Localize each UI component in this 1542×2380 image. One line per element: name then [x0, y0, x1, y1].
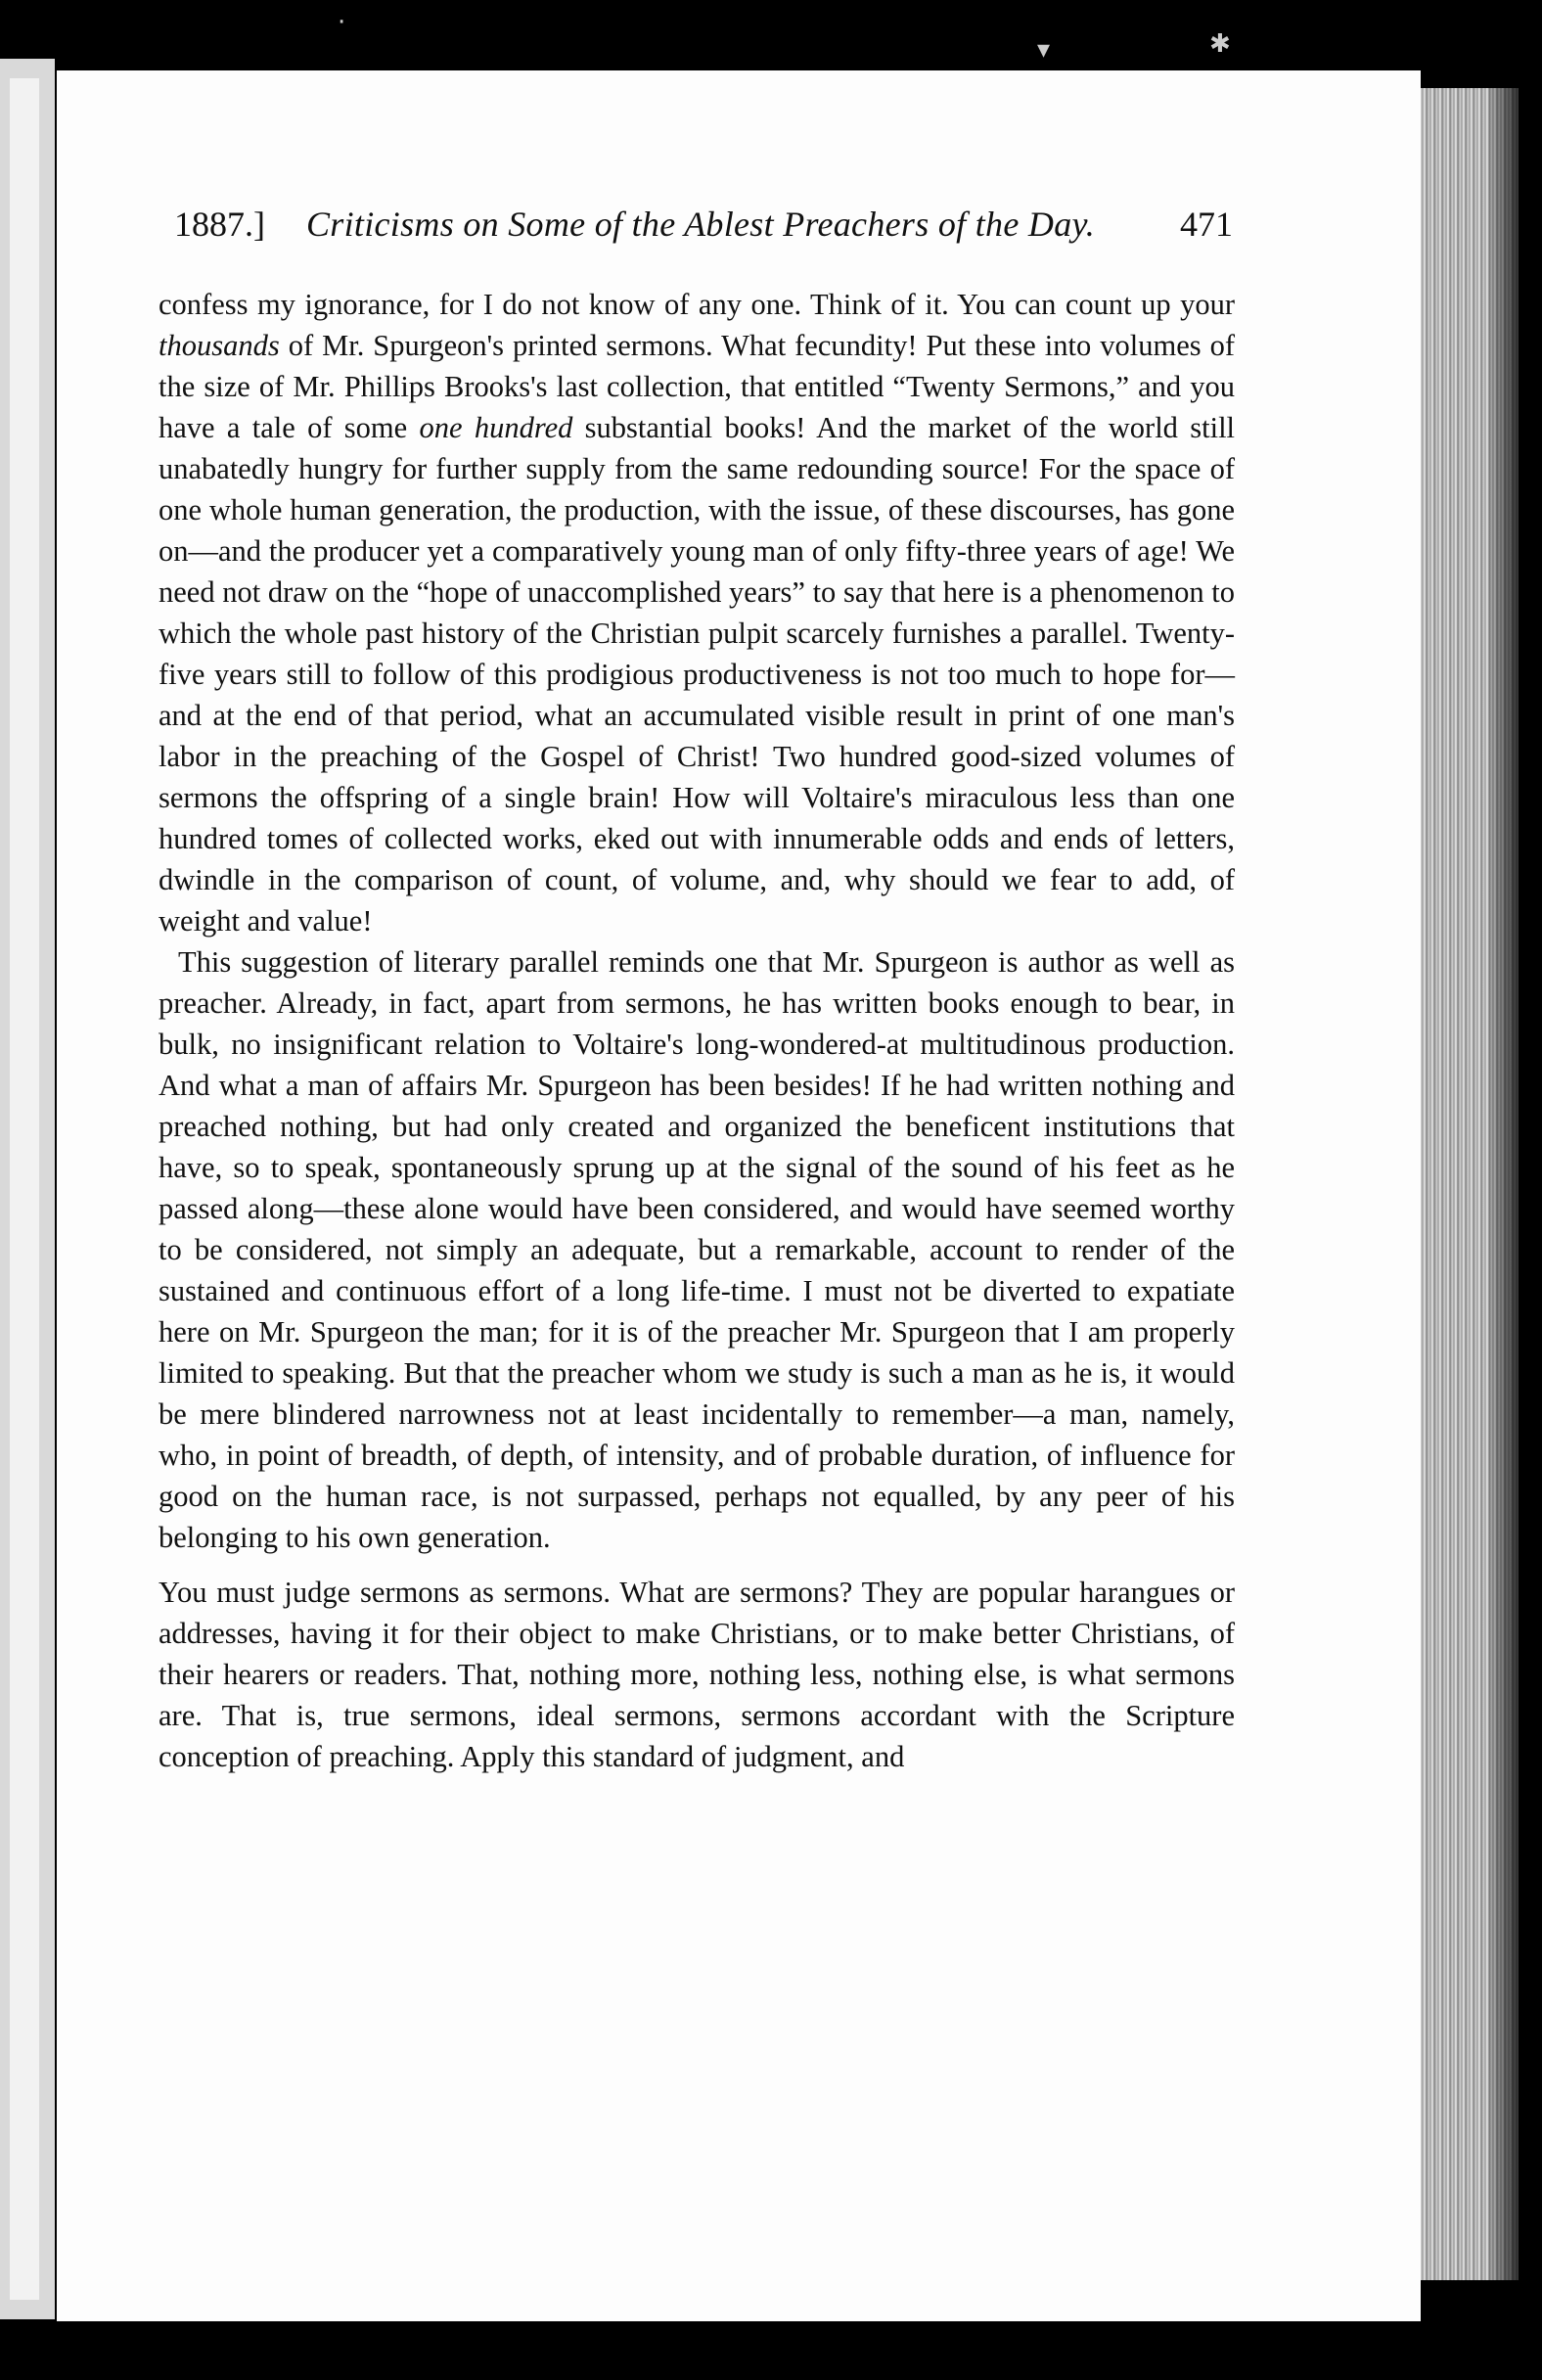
- emphasis-one-hundred: one hundred: [419, 411, 573, 444]
- facing-page-margin: [10, 78, 39, 2300]
- page-number: 471: [1180, 205, 1233, 244]
- paragraph-1-middle: of Mr. Spurgeon's printed sermons. What fecundity! Put these into volumes of the size of Mr. Phillips Brooks's last collection, that entitled “Twenty Sermons,” and you have a tale of some: [159, 329, 1235, 444]
- page-stack-edges: [1421, 88, 1519, 2280]
- paragraph-3: You must judge sermons as sermons. What are sermons? They are popular harangues or addresses, having it for their object to make Christians, or to make better Christians, of their hearers or readers. That, nothing more, nothing less, nothing else, is what sermons are. That is, true sermons, ideal sermons, sermons accordant with the Scripture conception of preaching. Apply this standard of judgment, and: [159, 1576, 1235, 1773]
- paragraph-1-start: confess my ignorance, for I do not know of any one. Think of it. You can count up your: [159, 288, 1235, 321]
- body-text: [159, 284, 1235, 1777]
- scan-speck: ✱: [1209, 29, 1231, 59]
- header-title: Criticisms on Some of the Ablest Preachers of the Day.: [306, 205, 1096, 244]
- scan-speck: ▾: [1037, 35, 1051, 65]
- facing-page-edge: [0, 59, 55, 2319]
- header-year: 1887.]: [174, 205, 265, 244]
- paragraph-2: This suggestion of literary parallel reminds one that Mr. Spurgeon is author as well as preacher. Already, in fact, apart from sermons, he has written books enough to bear, in bulk, no insignificant relation to Voltaire's long-wondered-at multitudinous production. And what a man of affairs Mr. Spurgeon has been besides! If he had written nothing and preached nothing, but had only created and organized the beneficent institutions that have, so to speak, spontaneously sprung up at the signal of the sound of his feet as he passed along—these alone would have been considered, and would have seemed worthy to be considered, not simply an adequate, but a remarkable, account to render of the sustained and continuous effort of a long life-time. I must not be diverted to expatiate here on Mr. Spurgeon the man; for it is of the preacher Mr. Spurgeon that I am properly limited to speaking. But that the preacher whom we study is such a man as he is, it would be mere blindered narrowness not at least incidentally to remember—a man, namely, who, in point of breadth, of depth, of intensity, and of probable duration, of influence for good on the human race, is not surpassed, perhaps not equalled, by any peer of his belonging to his own generation.: [159, 945, 1235, 1554]
- paragraph-1: [159, 284, 1235, 941]
- paragraph-1-end: substantial books! And the market of the world still unabatedly hungry for further supply from the same redounding source! For the space of one whole human generation, the production, with the issue, of these discourses, has gone on—and the producer yet a comparatively young man of only fifty-three years of age! We need not draw on the “hope of unaccomplished years” to say that here is a phenomenon to which the whole past history of the Christian pulpit scarcely furnishes a parallel. Twenty-five years still to follow of this prodigious productiveness is not too much to hope for—and at the end of that period, what an accumulated visible result in print of one man's labor in the preaching of the Gospel of Christ! Two hundred good-sized volumes of sermons the offspring of a single brain! How will Voltaire's miraculous less than one hundred tomes of collected works, eked out with innumerable odds and ends of letters, dwindle in the comparison of count, of volume, and, why should we fear to add, of weight and value!: [159, 411, 1236, 938]
- scan-speck: ·: [338, 8, 346, 37]
- emphasis-thousands: thousands: [159, 329, 280, 362]
